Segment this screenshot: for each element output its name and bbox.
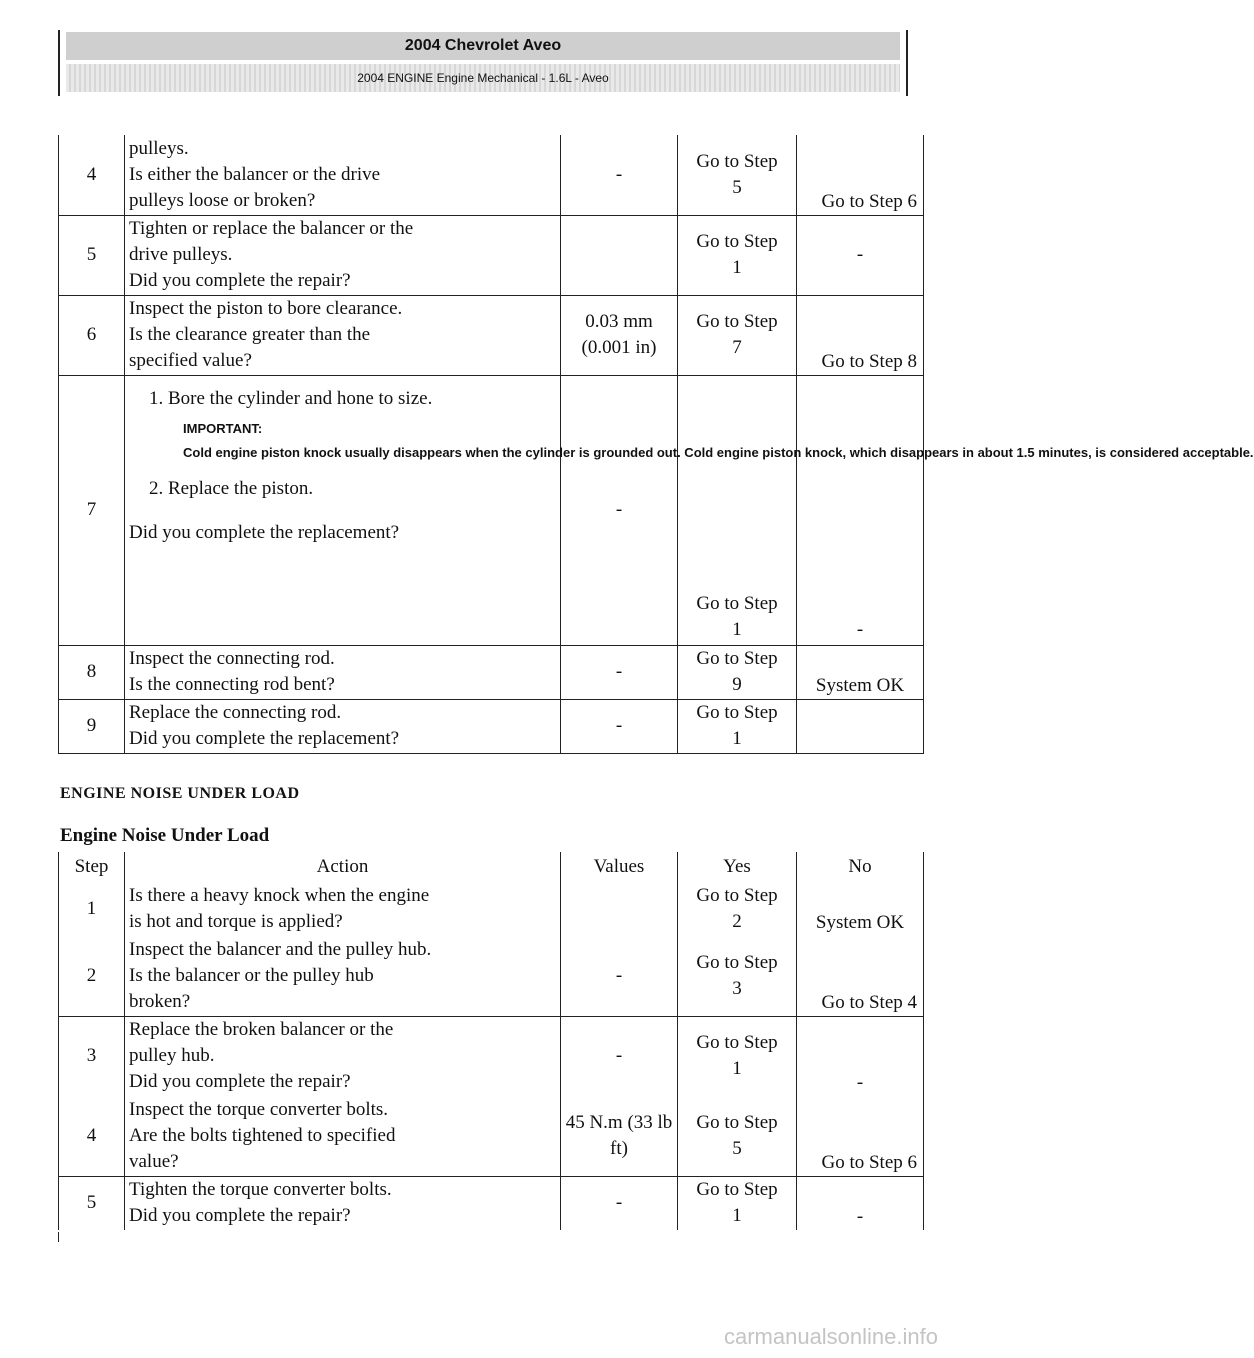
step-cell: 4: [59, 1096, 125, 1176]
table-title: Engine Noise Under Load: [60, 825, 270, 846]
values-cell: -: [561, 1176, 678, 1230]
no-cell: Go to Step 8: [797, 295, 924, 375]
table-row: [59, 699, 924, 753]
yes-cell: Go to Step 7: [678, 295, 797, 375]
yes-cell: Go to Step 1: [678, 375, 797, 645]
values-cell: 45 N.m (33 lb ft): [561, 1096, 678, 1176]
values-cell: -: [561, 1016, 678, 1096]
action-cell: Tighten or replace the balancer or the drive pulleys. Did you complete the repair?: [125, 215, 561, 295]
values-cell: -: [561, 936, 678, 1016]
diagnostic-table-continued: [58, 135, 1254, 754]
values-cell: -: [561, 645, 678, 699]
yes-cell: Go to Step 1: [678, 699, 797, 753]
column-header-no: No: [797, 852, 924, 882]
column-header-yes: Yes: [678, 852, 797, 882]
column-header-step: Step: [59, 852, 125, 882]
step-cell: 1: [59, 882, 125, 936]
step-cell: 9: [59, 699, 125, 753]
important-text: Cold engine piston knock usually disappears when the cylinder is grounded out. Cold engine piston knock, which disappears in about 1.5 minutes, is considered acceptable.: [183, 444, 1254, 460]
action-cell: Tighten the torque converter bolts. Did you complete the repair?: [125, 1176, 561, 1230]
yes-cell: Go to Step 5: [678, 1096, 797, 1176]
yes-cell: Go to Step 3: [678, 936, 797, 1016]
step-cell: 3: [59, 1016, 125, 1096]
action-cell: Replace the broken balancer or the pulley hub. Did you complete the repair?: [125, 1016, 561, 1096]
yes-cell: Go to Step 1: [678, 1016, 797, 1096]
table-continuation-rule: [58, 1232, 59, 1242]
yes-cell: Go to Step 1: [678, 1176, 797, 1230]
no-cell: -: [797, 1016, 924, 1096]
no-cell: [797, 699, 924, 753]
values-cell: 0.03 mm (0.001 in): [561, 295, 678, 375]
values-cell: -: [561, 375, 678, 645]
step-cell: 8: [59, 645, 125, 699]
step-cell: 2: [59, 936, 125, 1016]
no-cell: -: [797, 375, 924, 645]
values-cell: [561, 882, 678, 936]
action-cell: Replace the connecting rod. Did you complete the replacement?: [125, 699, 561, 753]
table-row: [59, 1016, 924, 1096]
table-row: [59, 645, 924, 699]
no-cell: -: [797, 1176, 924, 1230]
important-note: [183, 420, 1254, 462]
action-cell: Inspect the piston to bore clearance. Is the clearance greater than the specified value?: [125, 295, 561, 375]
table-header-row: [59, 852, 924, 882]
action-cell: Inspect the connecting rod. Is the connecting rod bent?: [125, 645, 561, 699]
step-cell: 5: [59, 215, 125, 295]
engine-noise-table: [58, 852, 924, 1230]
important-heading: IMPORTANT:: [183, 420, 263, 436]
action-question: Did you complete the replacement?: [129, 521, 400, 543]
column-header-values: Values: [561, 852, 678, 882]
table-row: [59, 135, 924, 215]
table-row: [59, 215, 924, 295]
section-heading: ENGINE NOISE UNDER LOAD: [60, 785, 300, 802]
yes-cell: Go to Step 1: [678, 215, 797, 295]
no-cell: System OK: [797, 882, 924, 936]
step-cell: 4: [59, 135, 125, 215]
table-row: [59, 882, 924, 936]
document-title: 2004 Chevrolet Aveo: [66, 32, 900, 60]
no-cell: -: [797, 215, 924, 295]
no-cell: System OK: [797, 645, 924, 699]
action-cell: Inspect the torque converter bolts. Are the bolts tightened to specified value?: [125, 1096, 561, 1176]
no-cell: Go to Step 6: [797, 135, 924, 215]
yes-cell: Go to Step 9: [678, 645, 797, 699]
no-cell: Go to Step 6: [797, 1096, 924, 1176]
step-cell: 6: [59, 295, 125, 375]
table-row: [59, 295, 924, 375]
page-header: [58, 30, 908, 96]
action-cell: pulleys. Is either the balancer or the drive pulleys loose or broken?: [125, 135, 561, 215]
values-cell: -: [561, 135, 678, 215]
action-cell: Is there a heavy knock when the engine is hot and torque is applied?: [125, 882, 561, 936]
table-row: [59, 1176, 924, 1230]
list-item: 2. Replace the piston.: [149, 477, 314, 499]
values-cell: [561, 215, 678, 295]
no-cell: Go to Step 4: [797, 936, 924, 1016]
list-item: 1. Bore the cylinder and hone to size.: [149, 387, 433, 409]
step-cell: 7: [59, 375, 125, 645]
action-cell: Inspect the balancer and the pulley hub. Is the balancer or the pulley hub broken?: [125, 936, 561, 1016]
yes-cell: Go to Step 5: [678, 135, 797, 215]
table-row: [59, 375, 924, 645]
table-row: [59, 1096, 924, 1176]
table-row: [59, 936, 924, 1016]
watermark: carmanualsonline.info: [723, 1324, 938, 1349]
step-cell: 5: [59, 1176, 125, 1230]
yes-cell: Go to Step 2: [678, 882, 797, 936]
document-subtitle: 2004 ENGINE Engine Mechanical - 1.6L - Aveo: [66, 64, 900, 92]
values-cell: -: [561, 699, 678, 753]
column-header-action: Action: [125, 852, 561, 882]
